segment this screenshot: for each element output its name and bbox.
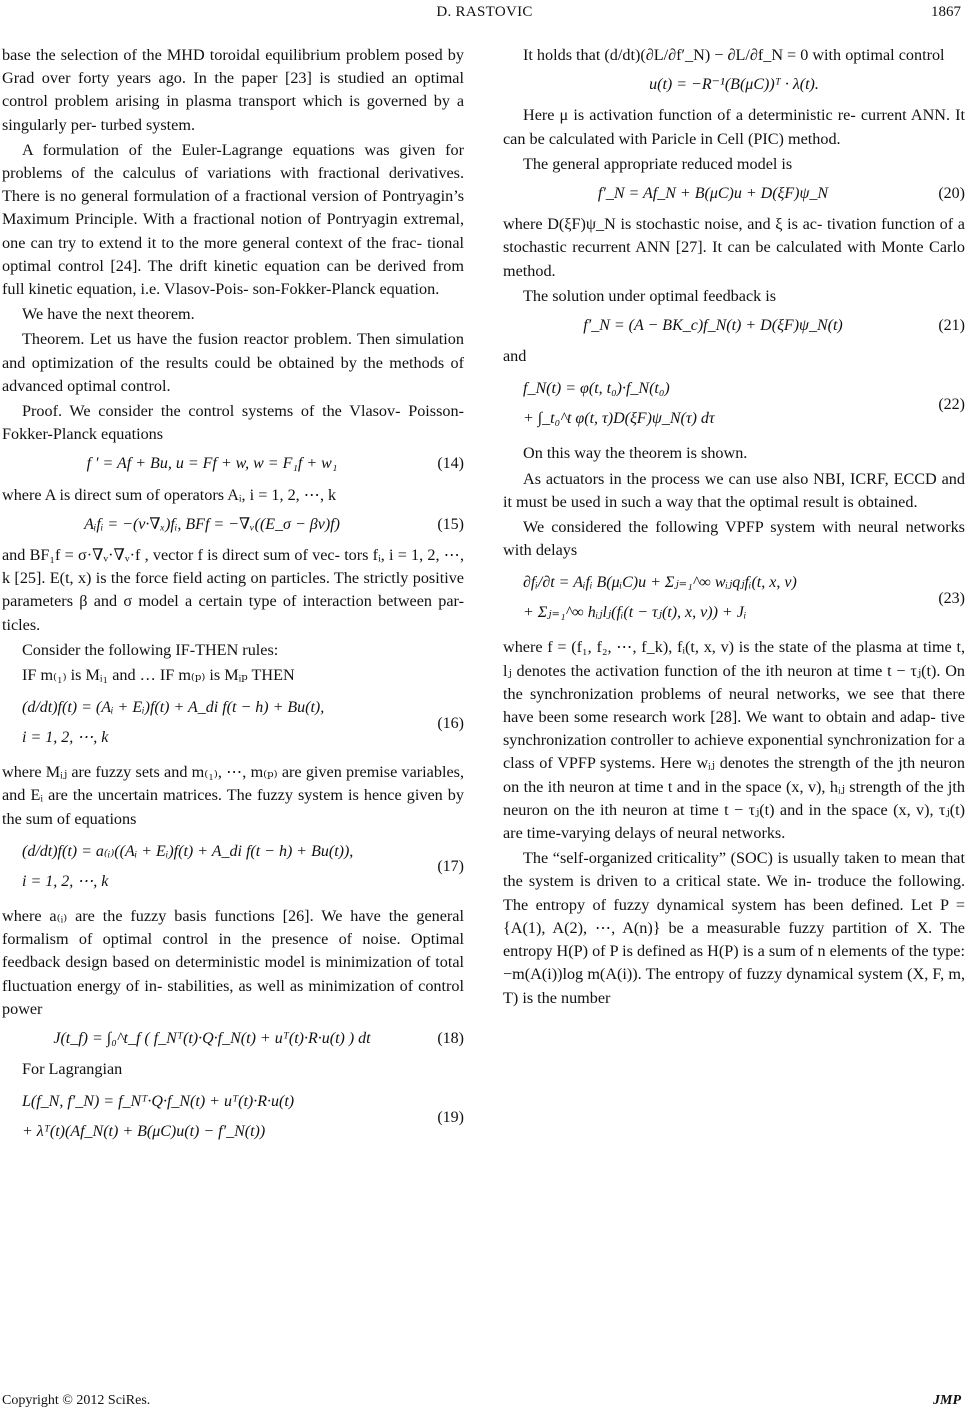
paragraph: where Mᵢⱼ are fuzzy sets and m₍₁₎, ⋯, m₍ₚ₎ are given premise variables, and Eᵢ are the uncertain matrices. The fuzzy system is hence given by the sum of equations <box>2 763 464 828</box>
paragraph: Consider the following IF-THEN rules: <box>22 640 279 659</box>
equation-17: (d/dt)f(t) = a₍ᵢ₎((Aᵢ + Eᵢ)f(t) + A_di f(t − h) + Bu(t)), i = 1, 2, ⋯, k (17) <box>22 842 464 890</box>
paragraph-proof: Proof. We consider the control systems of the Vlasov- Poisson-Fokker-Planck equations <box>2 402 464 444</box>
paragraph: and <box>503 347 527 366</box>
paragraph: base the selection of the MHD toroidal equilibrium problem posed by Grad over forty years ago. In the paper [23] is studied an optimal control problem arising in plasma transport which is governed by a singularly per- turbed system. <box>2 46 464 134</box>
footer-journal: JMP <box>933 1393 961 1408</box>
equation-optimal-control: u(t) = −R⁻¹(B(μC))ᵀ · λ(t). <box>649 76 819 94</box>
equation-15: Aᵢfᵢ = −(v·∇ₓ)fᵢ, BFf = −∇ᵥ((E_σ − βv)f) (15) <box>84 515 464 533</box>
paragraph: For Lagrangian <box>22 1060 123 1079</box>
paragraph: It holds that (d/dt)(∂L/∂f′_N) − ∂L/∂f_N = 0 with optimal control <box>523 46 945 64</box>
equation-14: f ′ = Af + Bu, u = Ff + w, w = F₁f + w₁ (14) <box>86 455 464 473</box>
left-column <box>2 44 464 1155</box>
paragraph: The general appropriate reduced model is <box>523 154 793 173</box>
paragraph: We have the next theorem. <box>22 305 195 324</box>
paragraph: where D(ξF)ψ_N is stochastic noise, and ξ is ac- tivation function of a stochastic recurrent ANN [27]. It can be calculated with Monte Carlo method. <box>503 215 965 280</box>
paragraph: A formulation of the Euler-Lagrange equations was given for problems of the calculus of variations with fractional derivatives. There is no general formulation of a fractional version of Pontryagin’s Maximum Principle. With a fractional notion of Pontryagin extremal, one can try to extend it to the more general context of the frac- tional optimal control [24]. The drift kinetic equation can be derived from full kinetic equation, i.e. Vlasov-Pois- son-Fokker-Planck equation. <box>2 140 464 299</box>
running-header-author: D. RASTOVIC <box>436 4 533 20</box>
equation-16: (d/dt)f(t) = (Aᵢ + Eᵢ)f(t) + A_di f(t − h) + Bu(t), i = 1, 2, ⋯, k (16) <box>22 699 464 747</box>
paragraph: where f = (f₁, f₂, ⋯, f_k), fᵢ(t, x, v) is the state of the plasma at time t, lⱼ denotes the activation function of the ith neuron at time t − τⱼ(t). On the synchronization problems of neural networks, we see that there have been some research work [28]. We want to obtain and adap- tive synchronization controller to achieve exponential synchronization for a class of VPFP systems. Here wᵢⱼ denotes the strength of the jth neuron on the ith neuron at time t and in the space (x, v), hᵢⱼ strength of the jth neuron on the ith neuron at time t − τⱼ(t) and in the space (x, v), τⱼ(t) are time-varying delays of neural networks. <box>503 638 965 843</box>
page-number: 1867 <box>931 4 961 20</box>
paragraph: where A is direct sum of operators Aᵢ, i = 1, 2, ⋯, k <box>2 485 337 504</box>
equation-19: L(f_N, f′_N) = f_Nᵀ·Q·f_N(t) + uᵀ(t)·R·u(t) + λᵀ(t)(Af_N(t) + B(μC)u(t) − f′_N(t)) (19) <box>22 1093 464 1141</box>
paragraph: and BF₁f = σ·∇ᵥ·∇ᵥ·f , vector f is direct sum of vec- tors fᵢ, i = 1, 2, ⋯, k [25]. E(t, x) is the force field acting on particles. The strictly positive parameters β and σ model a certain type of interaction between par- ticles. <box>2 546 464 634</box>
paragraph: As actuators in the process we can use also NBI, ICRF, ECCD and it must be used in such a way that the optimal result is obtained. <box>503 469 965 511</box>
equation-20: f′_N = Af_N + B(μC)u + D(ξF)ψ_N (20) <box>597 185 965 203</box>
right-column <box>503 44 965 1012</box>
equation-23: ∂fᵢ/∂t = Aᵢfᵢ B(μᵢC)u + Σⱼ₌₁^∞ wᵢⱼqⱼfᵢ(t, x, v) + Σⱼ₌₁^∞ hᵢⱼlⱼ(fᵢ(t − τⱼ(t), x, v)) + Jᵢ (23) <box>523 574 965 622</box>
paragraph: Here μ is activation function of a deterministic re- current ANN. It can be calculated with Paricle in Cell (PIC) method. <box>503 106 965 148</box>
paragraph: We considered the following VPFP system with neural networks with delays <box>503 518 965 560</box>
equation-22: f_N(t) = φ(t, t₀)·f_N(t₀) + ∫_t₀^t φ(t, τ)D(ξF)ψ_N(τ) dτ (22) <box>523 380 965 428</box>
paragraph-theorem: Theorem. Let us have the fusion reactor problem. Then simulation and optimization of the results could be obtained by the methods of advanced optimal control. <box>2 330 464 395</box>
equation-21: f′_N = (A − BK_c)f_N(t) + D(ξF)ψ_N(t) (21) <box>583 317 965 335</box>
footer-copyright: Copyright © 2012 SciRes. <box>2 1393 151 1408</box>
equation-18: J(t_f) = ∫₀^t_f ( f_Nᵀ(t)·Q·f_N(t) + uᵀ(t)·R·u(t) ) dt (18) <box>53 1029 464 1047</box>
paragraph: On this way the theorem is shown. <box>523 444 748 463</box>
paragraph: The solution under optimal feedback is <box>523 286 777 305</box>
paragraph: where a₍ᵢ₎ are the fuzzy basis functions [26]. We have the general formalism of optimal control in the presence of noise. Optimal feedback design based on deterministic model is minimization of total fluctuation energy of in- stabilities, as well as minimization of control power <box>2 906 464 1018</box>
paragraph-rule: IF m₍₁₎ is Mᵢ₁ and … IF m₍ₚ₎ is Mᵢₚ THEN <box>22 666 295 685</box>
paragraph: The “self-organized criticality” (SOC) is usually taken to mean that the system is driven to a critical state. We in- troduce the following. The entropy of fuzzy dynamical system has been defined. Let P = {A(1), A(2), ⋯, A(n)} be a measurable fuzzy partition of X. The entropy H(P) of P is defined as H(P) is a sum of n elements of the type: −m(A(i))log m(A(i)). The entropy of fuzzy dynamical system (X, F, m, T) is the number <box>503 849 965 1007</box>
